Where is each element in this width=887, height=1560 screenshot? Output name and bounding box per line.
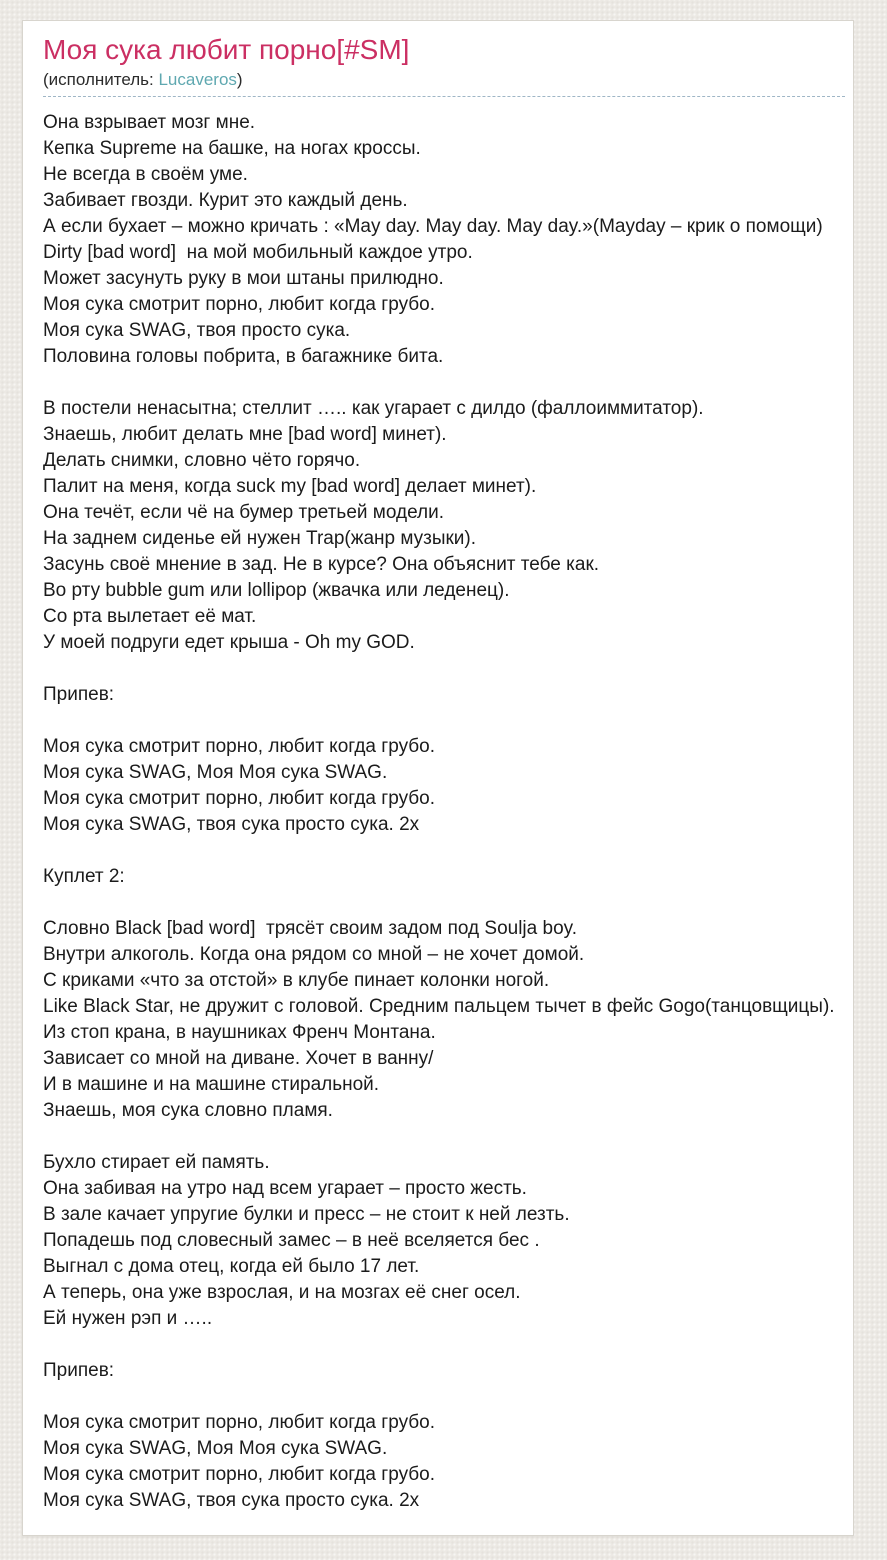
lyric-line: Знаешь, моя сука словно пламя. [43, 1100, 333, 1121]
lyric-line: Может засунуть руку в мои штаны прилюдно. [43, 268, 444, 289]
lyric-line: Припев: [43, 1360, 115, 1381]
lyric-line: Засунь своё мнение в зад. Не в курсе? Она объяснит тебе как. [43, 554, 600, 575]
lyric-line: У моей подруги едет крыша - Oh my GOD. [43, 632, 415, 653]
lyric-line: И в машине и на машине стиральной. [43, 1074, 380, 1095]
lyric-line: Моя сука смотрит порно, любит когда грубо. [43, 1464, 436, 1485]
lyric-line: Ей нужен рэп и ….. [43, 1308, 213, 1329]
lyric-line: Моя сука SWAG, твоя просто сука. [43, 320, 351, 341]
lyrics-text [43, 110, 853, 1514]
lyric-line: Она взрывает мозг мне. [43, 112, 256, 133]
lyric-line: Кепка Supreme на башке, на ногах кроссы. [43, 138, 421, 159]
lyric-line: Припев: [43, 684, 115, 705]
lyric-line: На заднем сиденье ей нужен Trap(жанр музыки). [43, 528, 477, 549]
lyric-line: Половина головы побрита, в багажнике бита. [43, 346, 444, 367]
lyric-line: Моя сука SWAG, твоя сука просто сука. 2х [43, 814, 420, 835]
lyric-line: А если бухает – можно кричать : «May day. May day. May day.»(Mayday – крик о помощи) [43, 216, 823, 237]
lyric-line: Из стоп крана, в наушниках Френч Монтана. [43, 1022, 436, 1043]
lyric-line: Dirty [bad word] на мой мобильный каждое утро. [43, 242, 473, 263]
lyric-line [43, 370, 853, 396]
lyric-line [43, 1124, 853, 1150]
lyric-line: Моя сука SWAG, Моя Моя сука SWAG. [43, 1438, 388, 1459]
lyric-line [43, 656, 853, 682]
lyric-line: Внутри алкоголь. Когда она рядом со мной – не хочет домой. [43, 944, 585, 965]
artist-link[interactable]: Lucaveros [158, 70, 237, 89]
lyric-line [43, 890, 853, 916]
header [43, 33, 845, 97]
lyric-line: Она течёт, если чё на бумер третьей модели. [43, 502, 444, 523]
lyric-line [43, 838, 853, 864]
lyric-line: Попадешь под словесный замес – в неё вселяется бес . [43, 1230, 540, 1251]
lyric-line [43, 708, 853, 734]
lyric-line: Выгнал с дома отец, когда ей было 17 лет. [43, 1256, 420, 1277]
lyric-line: Зависает со мной на диване. Хочет в ванну/ [43, 1048, 434, 1069]
lyric-line: Моя сука смотрит порно, любит когда грубо. [43, 294, 436, 315]
song-title: Моя сука любит порно[#SM] [43, 34, 410, 65]
lyric-line: Like Black Star, не дружит с головой. Средним пальцем тычет в фейс Gogo(танцовщицы). [43, 996, 835, 1017]
lyric-line: Моя сука смотрит порно, любит когда грубо. [43, 1412, 436, 1433]
artist-line [43, 69, 845, 91]
lyric-line: Моя сука SWAG, твоя сука просто сука. 2х [43, 1490, 420, 1511]
lyric-line [43, 1384, 853, 1410]
lyric-line: Куплет 2: [43, 866, 125, 887]
lyric-line: Она забивая на утро над всем угарает – просто жесть. [43, 1178, 527, 1199]
lyrics-card [22, 20, 854, 1536]
lyric-line: Не всегда в своём уме. [43, 164, 248, 185]
lyric-line: Моя сука смотрит порно, любит когда грубо. [43, 736, 436, 757]
lyric-line: Во рту bubble gum или lollipop (жвачка или леденец). [43, 580, 510, 601]
lyric-line: В зале качает упругие булки и пресс – не стоит к ней лезть. [43, 1204, 570, 1225]
lyric-line: Моя сука смотрит порно, любит когда грубо. [43, 788, 436, 809]
lyric-line [43, 1332, 853, 1358]
lyric-line: Словно Black [bad word] трясёт своим задом под Soulja boy. [43, 918, 578, 939]
artist-label: (исполнитель: [43, 70, 159, 89]
lyric-line: Делать снимки, словно чёто горячо. [43, 450, 361, 471]
lyric-line: Забивает гвозди. Курит это каждый день. [43, 190, 408, 211]
lyric-line: Бухло стирает ей память. [43, 1152, 270, 1173]
artist-label-suffix: ) [236, 70, 243, 89]
lyric-line: Моя сука SWAG, Моя Моя сука SWAG. [43, 762, 388, 783]
lyric-line: А теперь, она уже взрослая, и на мозгах её снег осел. [43, 1282, 521, 1303]
lyric-line: В постели ненасытна; стеллит ….. как угарает с дилдо (фаллоиммитатор). [43, 398, 704, 419]
lyric-line: С криками «что за отстой» в клубе пинает колонки ногой. [43, 970, 550, 991]
lyric-line: Знаешь, любит делать мне [bad word] минет). [43, 424, 447, 445]
lyric-line: Палит на меня, когда suck my [bad word] делает минет). [43, 476, 537, 497]
lyric-line: Со рта вылетает её мат. [43, 606, 257, 627]
